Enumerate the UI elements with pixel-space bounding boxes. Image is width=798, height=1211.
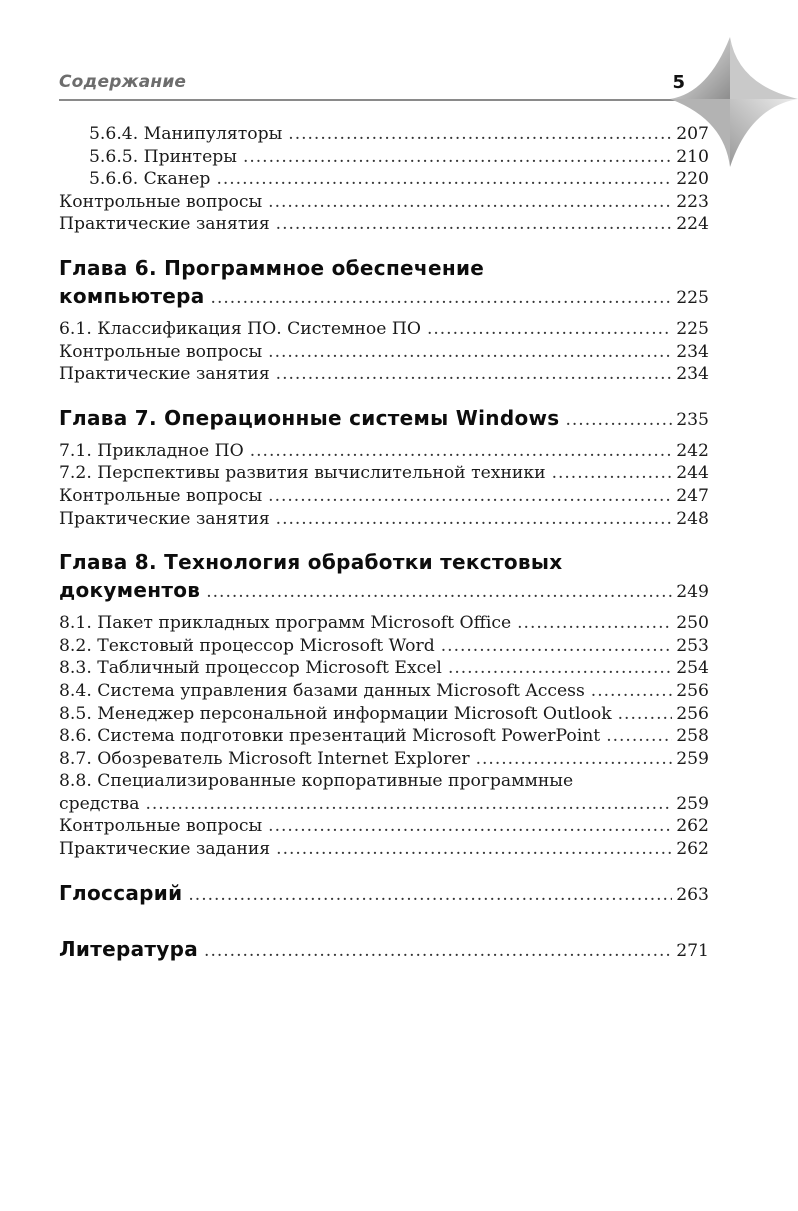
leader-dots (441, 635, 672, 658)
toc-entry-title: 8.6. Система подготовки презентаций Microsoft PowerPoint (59, 726, 601, 747)
running-header (59, 70, 689, 98)
chapter-8-title[interactable]: Глава 8. Технология обработки текстовых (59, 550, 563, 575)
toc-entry-title: 8.1. Пакет прикладных программ Microsoft Office (59, 613, 512, 634)
toc-entry-title: Практические задания (59, 839, 271, 860)
toc-entry[interactable] (59, 793, 709, 816)
toc-entry-title: Контрольные вопросы (59, 341, 263, 362)
header-rule (59, 99, 731, 101)
toc-entry-page: 225 (676, 318, 709, 339)
toc-chapter-entry[interactable] (59, 576, 709, 606)
toc-entry-page: 271 (676, 940, 709, 961)
leader-dots (618, 703, 673, 726)
toc-chapter-entry[interactable] (59, 404, 709, 434)
toc-entry[interactable] (59, 508, 709, 531)
toc-entry-title: 5.6.4. Манипуляторы (89, 124, 283, 144)
toc-entry-page: 256 (676, 703, 709, 724)
toc-entry-title: 5.6.6. Сканер (89, 169, 211, 190)
toc-entry-page: 235 (676, 409, 709, 430)
leader-dots (188, 881, 672, 909)
leader-dots (517, 612, 672, 635)
toc-entry-page: 247 (676, 485, 709, 506)
toc-entry[interactable] (59, 838, 709, 861)
toc-entry-title: Контрольные вопросы (59, 191, 263, 212)
toc-entry-page: 220 (676, 169, 709, 190)
leader-dots (206, 578, 672, 606)
toc-entry-page: 234 (676, 364, 709, 385)
toc-entry-title: 5.6.5. Принтеры (89, 146, 237, 167)
toc-entry-title-line1: 8.8. Специализированные корпоративные программные (59, 771, 574, 792)
toc-entry-title: 8.5. Менеджер персональной информации Microsoft Outlook (59, 703, 612, 724)
toc-entry[interactable] (59, 612, 709, 635)
toc-entry-title: Контрольные вопросы (59, 485, 263, 506)
leader-dots (427, 318, 672, 341)
toc-chapter-entry[interactable] (59, 282, 709, 312)
toc-entry[interactable] (59, 318, 709, 341)
toc-entry[interactable] (59, 363, 709, 386)
toc-entry-page: 244 (676, 463, 709, 484)
toc-entry-page: 249 (676, 582, 709, 603)
toc-entry[interactable] (59, 146, 709, 169)
leader-dots (288, 123, 672, 146)
leader-dots (268, 485, 672, 508)
leader-dots (204, 937, 672, 965)
toc-entry[interactable] (59, 815, 709, 838)
toc-entry-page: 250 (676, 613, 709, 634)
toc-entry-page: 225 (676, 287, 709, 308)
toc-chapter-entry[interactable] (59, 935, 709, 965)
toc-entry-page: 242 (676, 440, 709, 461)
chapter-6-title[interactable]: Глава 6. Программное обеспечение (59, 255, 485, 280)
toc-entry-title: Практические занятия (59, 364, 270, 385)
toc-entry-title: 7.1. Прикладное ПО (59, 440, 244, 461)
toc-entry-page: 253 (676, 635, 709, 656)
leader-dots (591, 680, 672, 703)
leader-dots (276, 838, 672, 861)
leader-dots (268, 815, 672, 838)
toc-entry-title: компьютера (59, 283, 205, 308)
toc-entry-page: 259 (676, 793, 709, 814)
toc-entry-page: 223 (676, 191, 709, 212)
leader-dots (268, 191, 672, 214)
toc-chapter-entry[interactable] (59, 879, 709, 909)
toc-entry-page: 248 (676, 508, 709, 529)
toc-entry-page: 224 (676, 214, 709, 235)
leader-dots (250, 440, 672, 463)
toc-entry-page: 254 (676, 658, 709, 679)
toc-entry-line[interactable] (59, 770, 709, 793)
toc-entry[interactable] (59, 657, 709, 680)
toc-entry-title: 8.7. Обозреватель Microsoft Internet Explorer (59, 748, 470, 769)
leader-dots (276, 363, 673, 386)
toc-entry-title: Практические занятия (59, 214, 270, 235)
toc-entry[interactable] (59, 341, 709, 364)
leader-dots (606, 725, 672, 748)
toc-entry[interactable] (59, 168, 709, 191)
toc-entry-page: 256 (676, 680, 709, 701)
toc-entry-title: 8.4. Система управления базами данных Microsoft Access (59, 680, 585, 701)
toc-entry-page: 234 (676, 341, 709, 362)
toc-entry-page: 259 (676, 748, 709, 769)
toc-entry-title: Контрольные вопросы (59, 816, 263, 837)
literature-title: Литература (59, 936, 199, 961)
leader-dots (145, 793, 672, 816)
toc-entry[interactable] (59, 213, 709, 236)
leader-dots (268, 341, 672, 364)
leader-dots (243, 146, 672, 169)
toc-entry[interactable] (59, 462, 709, 485)
toc-entry-title: 8.2. Текстовый процессор Microsoft Word (59, 635, 435, 656)
leader-dots (211, 284, 673, 312)
leader-dots (276, 213, 673, 236)
leader-dots (448, 657, 672, 680)
toc-entry-page: 262 (676, 816, 709, 837)
leader-dots (216, 168, 672, 191)
toc-entry[interactable] (59, 440, 709, 463)
toc-entry-title: документов (59, 578, 201, 603)
toc-entry-page: 207 (676, 124, 709, 144)
toc-entry-page: 258 (676, 726, 709, 747)
toc-entry[interactable] (59, 485, 709, 508)
toc-entry[interactable] (59, 635, 709, 658)
chapter-7-title: Глава 7. Операционные системы Windows (59, 405, 560, 430)
page-number: 5 (672, 72, 685, 93)
leader-dots (565, 406, 672, 434)
toc-entry-title: 8.3. Табличный процессор Microsoft Excel (59, 658, 442, 679)
glossary-title: Глоссарий (59, 880, 183, 905)
toc-entry[interactable] (59, 191, 709, 214)
toc-entry-page: 210 (676, 146, 709, 167)
toc-entry[interactable] (59, 725, 709, 748)
toc-entry-title: 6.1. Классификация ПО. Системное ПО (59, 318, 421, 339)
toc-entry-title: 7.2. Перспективы развития вычислительной техники (59, 463, 546, 484)
table-of-contents (59, 123, 709, 965)
toc-entry[interactable] (59, 123, 709, 146)
toc-entry[interactable] (59, 703, 709, 726)
toc-entry-title: Практические занятия (59, 508, 270, 529)
toc-entry-title: средства (59, 793, 140, 814)
toc-entry-page: 263 (676, 884, 709, 905)
toc-entry[interactable] (59, 748, 709, 771)
leader-dots (552, 462, 673, 485)
leader-dots (276, 508, 673, 531)
toc-entry[interactable] (59, 680, 709, 703)
toc-entry-page: 262 (676, 839, 709, 860)
running-header-title: Содержание (59, 72, 187, 92)
leader-dots (476, 748, 673, 771)
